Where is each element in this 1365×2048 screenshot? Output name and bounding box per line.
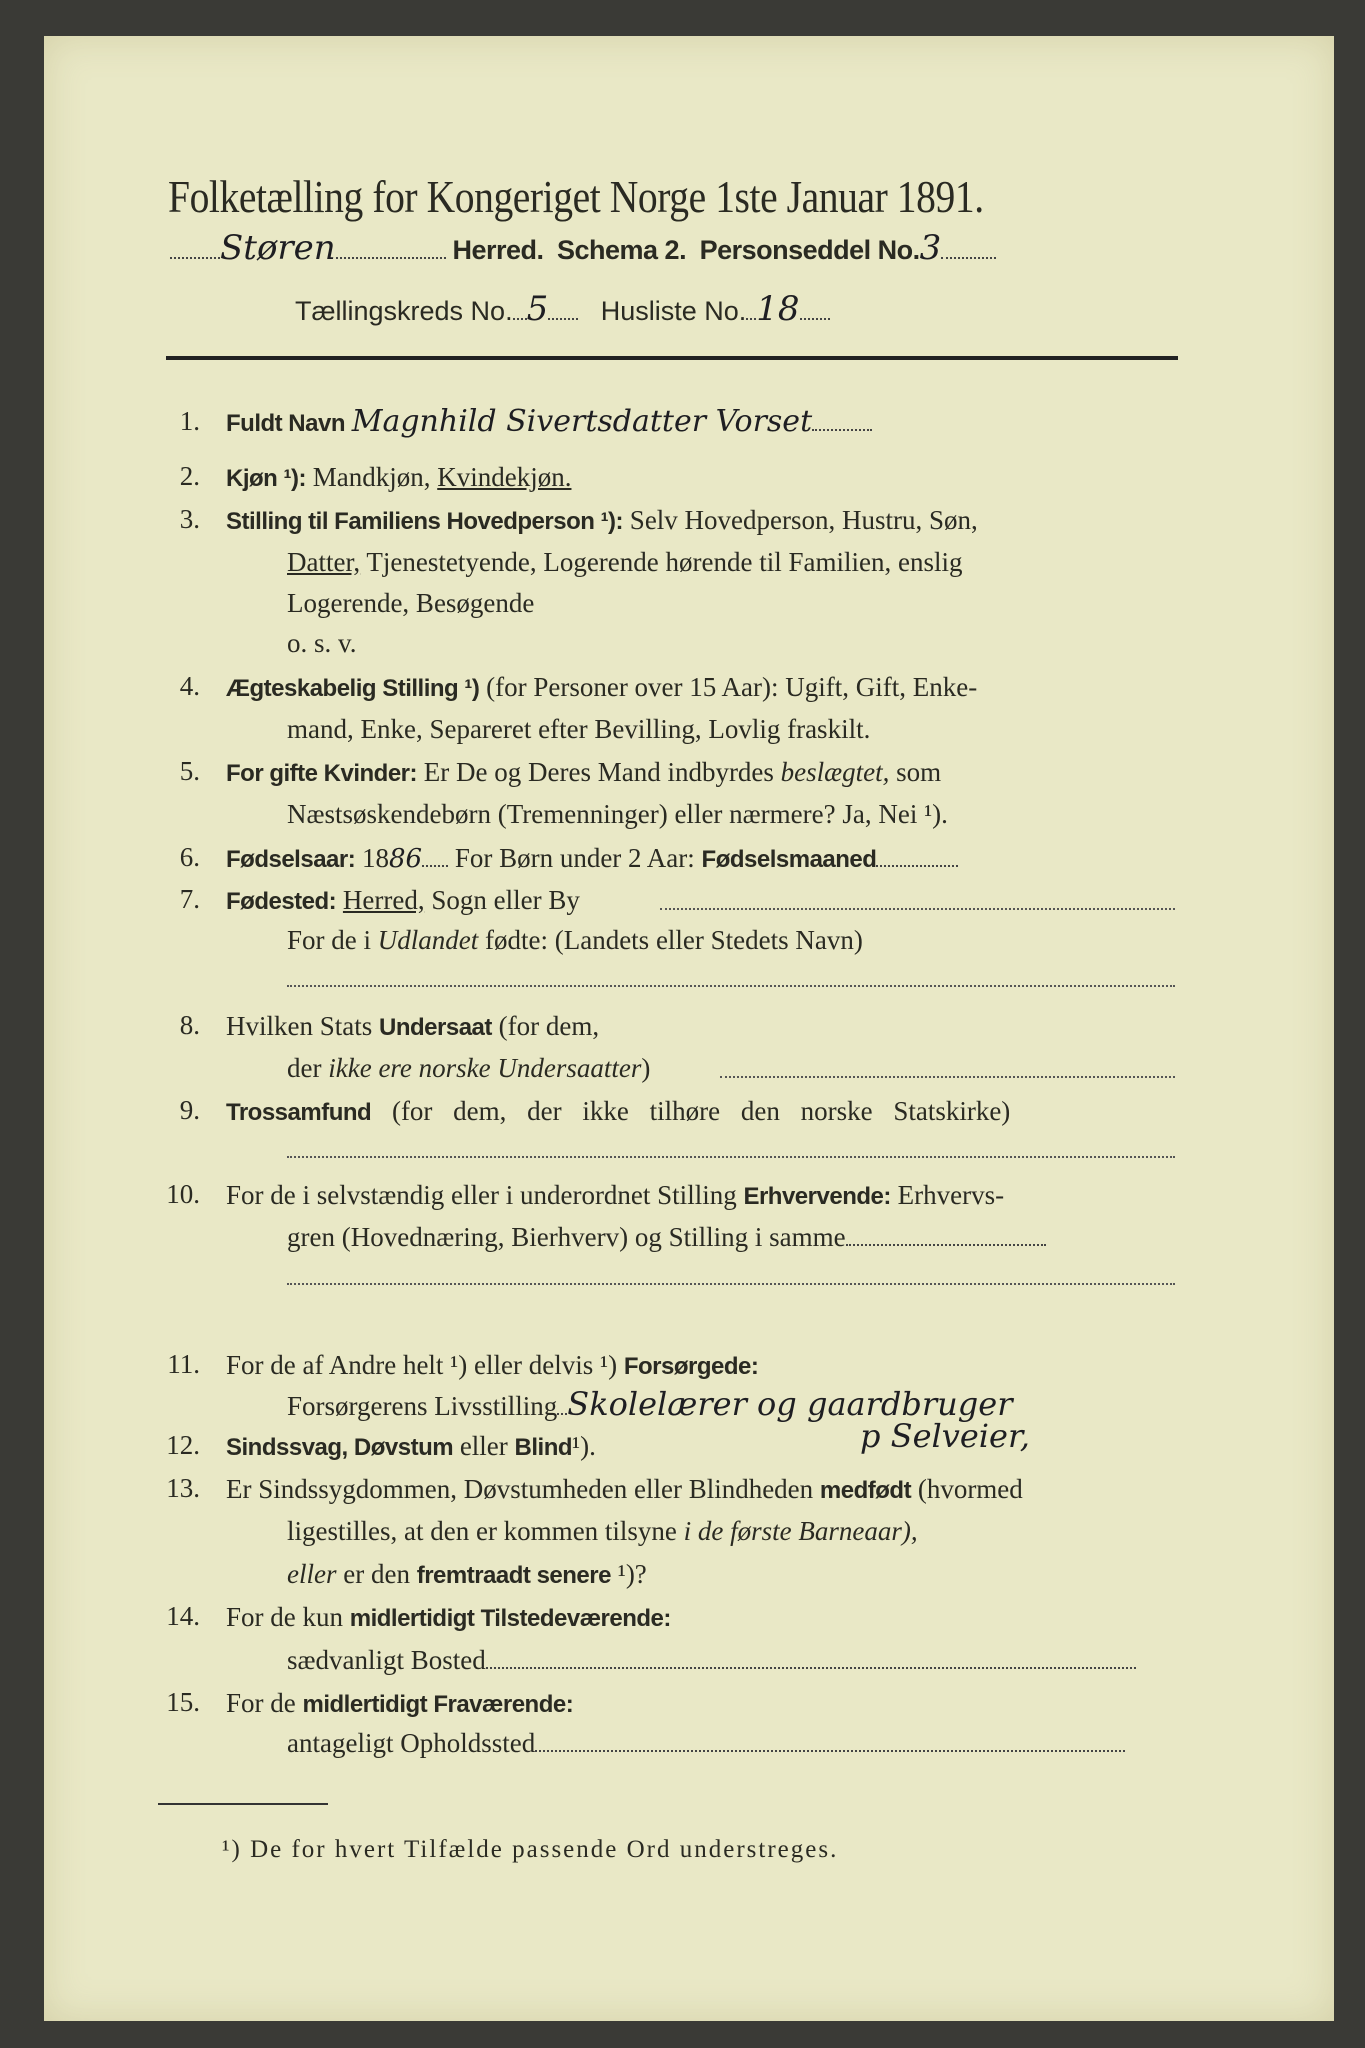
text: ¹)? [617,1559,647,1589]
text-line [287,1644,1136,1676]
item-nationality [226,1010,599,1044]
text: ikke ere norske Undersaatter [328,1053,642,1083]
item-number: 7. [179,884,200,914]
text: For Børn under 2 Aar: [454,843,695,873]
label: Ægteskabelig Stilling ¹) [226,675,480,702]
text: Sogn eller By [431,885,580,915]
text: For de af Andre helt ¹) eller delvis ¹) [226,1350,618,1380]
label: fremtraadt senere [416,1562,611,1589]
item-marital [226,671,977,705]
text: (hvormed [917,1474,1023,1504]
text: (for dem, der ikke tilhøre den norske Statskirke) [391,1096,1011,1126]
herred-line [170,228,996,268]
text: (for Personer over 15 Aar): Ugift, Gift, Enke- [486,672,978,702]
herred-value: Støren [220,228,336,268]
herred-label: Herred. [452,235,544,265]
item-number: 5. [179,756,200,786]
husliste-value: 18 [756,289,800,329]
gender-value: Kvindekjøn. [437,462,572,492]
text: fødte: (Landets eller Stedets Navn) [485,925,863,955]
kreds-label: Tællingskreds No. [295,296,513,326]
label: Fødselsaar: [226,846,356,873]
text: Hvilken Stats [226,1011,373,1041]
personseddel-value: 3 [919,228,942,268]
label: Fuldt Navn [226,410,345,437]
kreds-value: 5 [526,289,549,329]
item-religion [226,1095,1010,1129]
label: Sindssvag, Døvstum [226,1434,454,1461]
label: Fødselsmaaned [701,846,877,873]
text: antageligt Opholdssted [287,1728,536,1758]
position-value: Datter, [287,547,361,577]
label: Fødested: [226,888,337,915]
text: er den [343,1559,410,1589]
text: Er Sindssygdommen, Døvstumheden eller Blindheden [226,1474,814,1504]
footnote: ¹) De for hvert Tilfælde passende Ord understreges. [222,1836,839,1863]
text: For de i selvstændig eller i underordnet Stilling [226,1180,737,1210]
text: ¹). [572,1431,596,1461]
text: beslægtet, [780,757,890,787]
item-number: 13. [166,1473,200,1503]
birth-year-value: 86 [388,844,423,874]
provider-occupation-value: Skolelærer og gaardbruger [567,1385,1013,1423]
item-number: 6. [179,842,200,872]
text: Udlandet [377,925,479,955]
text-line [287,1558,647,1592]
label: Undersaat [379,1014,492,1041]
text: eller [287,1559,337,1589]
label: For gifte Kvinder: [226,760,418,787]
item-number: 11. [167,1349,200,1379]
text: Mandkjøn, [312,462,431,492]
item-disability [226,1430,596,1464]
name-value: Magnhild Sivertsdatter Vorset [351,404,813,439]
schema-label: Schema 2. [557,235,687,265]
text: eller [459,1431,508,1461]
text: For de i [287,925,371,955]
text: Selv Hovedperson, Hustru, Søn, [629,505,978,535]
label: Forsørgede: [623,1353,759,1380]
text-line: Næstsøskendebørn (Tremenninger) eller nærmere? Ja, Nei ¹). [287,799,948,829]
personseddel-label: Personseddel No. [699,235,920,265]
label: Trossamfund [226,1099,372,1126]
text: der [287,1053,322,1083]
item-full-name [226,406,872,440]
provider-occupation-value-2: p Selveier, [860,1417,1030,1455]
label: midlertidigt Tilstedeværende: [349,1605,671,1632]
text: sædvanligt Bosted [287,1645,486,1675]
label: Erhvervende: [743,1183,891,1210]
item-temporarily-absent [226,1687,573,1721]
item-number: 8. [179,1010,200,1040]
text: Forsørgerens Livsstilling [287,1391,558,1421]
item-supported [226,1349,758,1383]
text-line [287,1727,1125,1759]
text-line [287,1221,1046,1253]
text: Erhvervs- [897,1180,1005,1210]
text: 18 [361,843,389,873]
text: gren (Hovednæring, Bierhverv) og Stilling i samme [287,1222,846,1252]
item-gender [226,461,571,495]
text: Er De og Deres Mand indbyrdes [423,757,774,787]
text: ligestilles, at den er kommen tilsyne [287,1516,677,1546]
item-family-position [226,504,978,538]
birthplace-value: Herred, [342,885,425,915]
item-number: 2. [179,461,200,491]
item-congenital [226,1473,1023,1507]
label: midlertidigt Fraværende: [302,1691,574,1718]
text: For de [226,1688,296,1718]
item-number: 10. [166,1179,200,1209]
item-number: 14. [166,1601,200,1631]
label: medfødt [819,1477,912,1504]
item-temporarily-present [226,1601,671,1635]
item-birthplace [226,884,580,918]
item-number: 9. [179,1095,200,1125]
item-occupation [226,1179,1004,1213]
item-married-women [226,756,941,790]
item-birth-year [226,842,958,876]
text-line: Logerende, Besøgende [287,588,535,618]
text-line: o. s. v. [287,628,357,658]
label: Stilling til Familiens Hovedperson ¹): [226,508,624,535]
label: Blind [514,1434,573,1461]
text-line [287,924,863,956]
footnote-rule [158,1803,328,1805]
text-line [287,1515,918,1547]
label: Kjøn ¹): [226,465,306,492]
text: som [896,757,942,787]
text: i de første Barneaar), [683,1516,918,1546]
husliste-label: Husliste No. [600,296,747,326]
header-rule [166,356,1178,360]
form-title: Folketælling for Kongeriget Norge 1ste Januar 1891. [168,171,984,222]
text-line: mand, Enke, Separeret efter Bevilling, Lovlig fraskilt. [287,714,871,744]
item-number: 1. [179,406,200,436]
item-number: 3. [179,504,200,534]
text: (for dem, [498,1011,600,1041]
kreds-line [295,289,830,329]
text: Tjenestetyende, Logerende hørende til Familien, enslig [366,547,963,577]
item-number: 12. [166,1430,200,1460]
text-line: der ikke ere norske Undersaatter) [287,1053,651,1083]
text-line [287,546,962,578]
item-number: 4. [179,671,200,701]
item-number: 15. [166,1687,200,1717]
text: For de kun [226,1602,343,1632]
